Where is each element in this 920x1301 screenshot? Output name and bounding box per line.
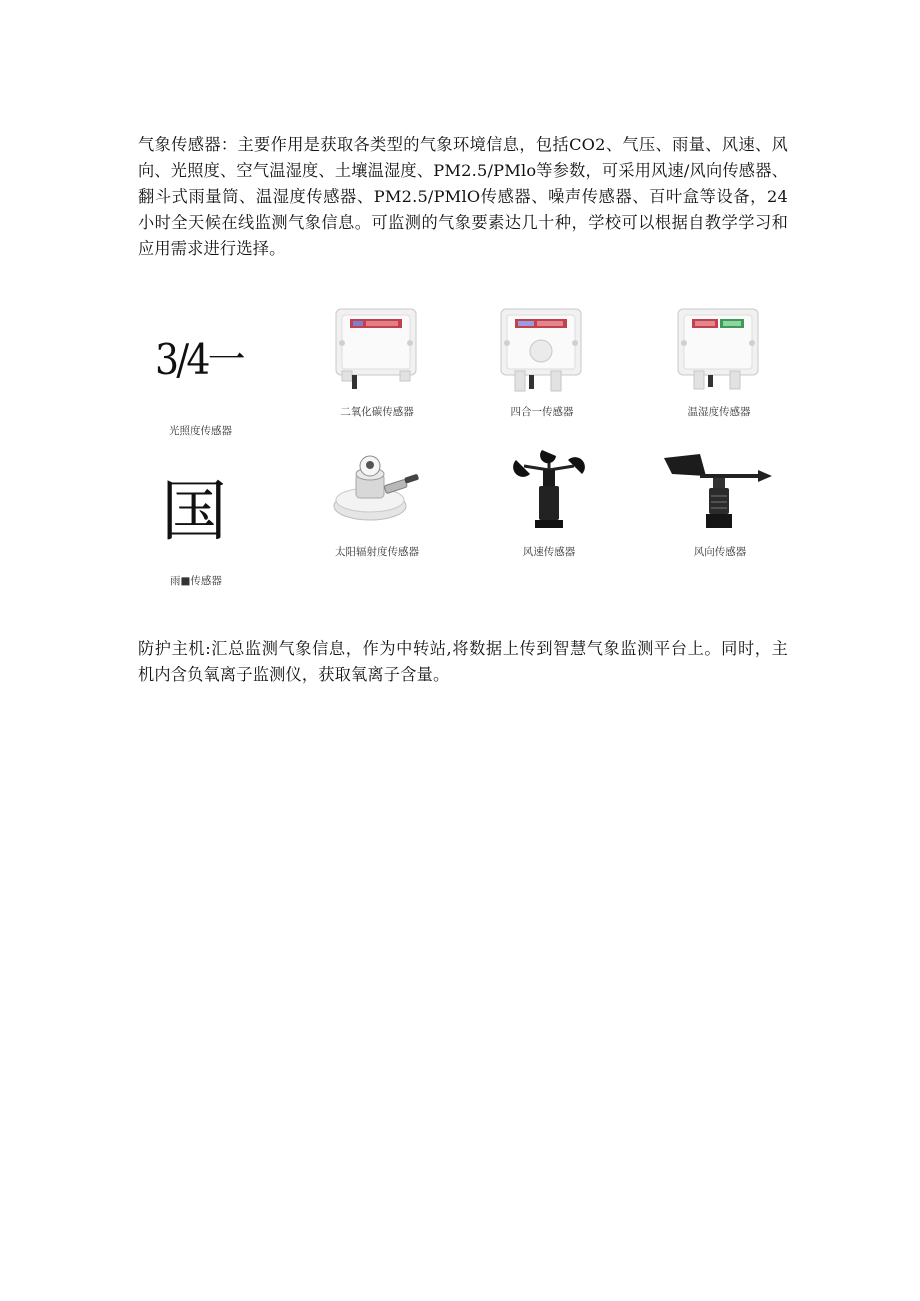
temp-humidity-sensor-image <box>664 305 774 400</box>
light-sensor-figure <box>150 325 280 440</box>
wind-speed-sensor-image <box>494 448 604 538</box>
co2-sensor-caption: 二氧化碳传感器 <box>340 406 414 418</box>
temp-humidity-sensor-caption: 温湿度传感器 <box>687 406 751 418</box>
rain-sensor-glyph: 国 <box>161 473 227 550</box>
intro-paragraph: 气象传感器：主要作用是获取各类型的气象环境信息，包括CO2、气压、雨量、风速、风向、光照度、空气温湿度、土壤温湿度、PM2.5/PMlo等参数，可采用风速/风向传感器、翻斗式雨量筒、温湿度传感器、PM2.5/PMlO传感器、噪声传感器、百叶盒等设备，24小时全天候在线监测气象信息。可监测的气象要素达几十种，学校可以根据自教学学习和应用需求进行选择。 <box>138 135 788 258</box>
wind-direction-sensor-caption: 风向传感器 <box>693 546 747 558</box>
four-in-one-sensor-caption: 四合一传感器 <box>510 406 574 418</box>
host-paragraph: 防护主机:汇总监测气象信息，作为中转站,将数据上传到智慧气象监测平台上。同时，主机内含负氧离子监测仪，获取氧离子含量。 <box>138 639 788 684</box>
rain-sensor-figure <box>155 470 275 590</box>
solar-radiation-sensor-caption: 太阳辐射度传感器 <box>335 546 419 558</box>
co2-sensor-image <box>322 305 432 400</box>
wind-speed-sensor-caption: 风速传感器 <box>522 546 576 558</box>
wind-direction-sensor-figure <box>660 448 780 568</box>
four-in-one-sensor-figure <box>487 305 597 425</box>
wind-speed-sensor-figure <box>494 448 604 568</box>
wind-direction-sensor-image <box>660 448 780 538</box>
light-sensor-caption: 光照度传感器 <box>169 425 232 437</box>
solar-radiation-sensor-figure <box>322 448 432 568</box>
solar-radiation-sensor-image <box>322 448 432 538</box>
temp-humidity-sensor-figure <box>664 305 774 425</box>
four-in-one-sensor-image <box>487 305 597 400</box>
co2-sensor-figure <box>322 305 432 425</box>
rain-sensor-caption: 雨■传感器 <box>170 575 222 587</box>
light-sensor-glyph: 3/4一 <box>155 335 243 384</box>
